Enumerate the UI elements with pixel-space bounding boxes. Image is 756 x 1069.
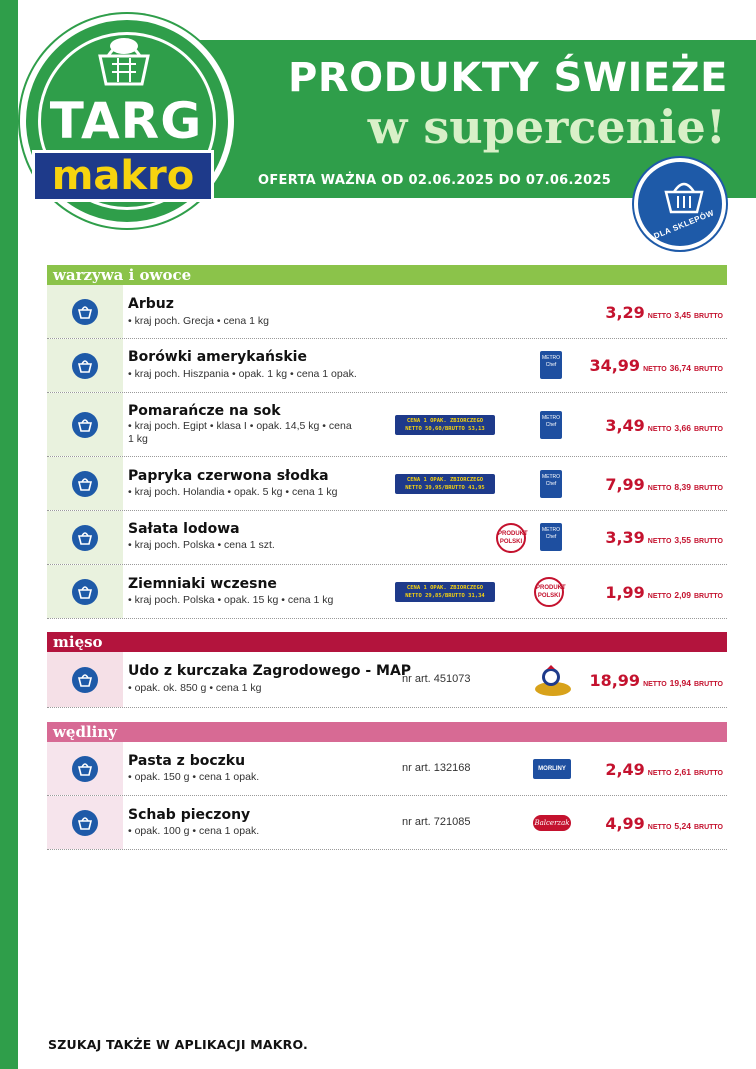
shops-badge: [634, 158, 726, 250]
section-title: mięso: [47, 632, 727, 652]
product-details: • kraj poch. Polska • cena 1 szt.: [128, 539, 275, 551]
product-row: [47, 339, 727, 393]
product-price: 3,39 NETTO 3,55 BRUTTO: [605, 528, 723, 547]
basket-icon: [72, 667, 98, 693]
product-details: • kraj poch. Hiszpania • opak. 1 kg • cena 1 opak.: [128, 368, 357, 380]
bulk-pack-price-badge: CENA 1 OPAK. ZBIORCZEGO NETTO 29,85/BRUTTO 31,34: [395, 582, 495, 602]
basket-icon: [72, 525, 98, 551]
product-price: 4,99 NETTO 5,24 BRUTTO: [605, 814, 723, 833]
section-fruit-vegetables: [47, 265, 727, 619]
product-row: [47, 511, 727, 565]
makro-wordmark-box: [32, 150, 214, 202]
makro-wordmark: makro: [51, 153, 195, 199]
basket-icon: [72, 471, 98, 497]
chicken-brand-logo: [533, 663, 573, 697]
section-cold-cuts: [47, 722, 727, 850]
product-name: Papryka czerwona słodka: [128, 468, 329, 484]
product-price: 1,99 NETTO 2,09 BRUTTO: [605, 583, 723, 602]
product-name: Arbuz: [128, 296, 174, 312]
polish-product-badge: PRODUKT POLSKI: [534, 577, 564, 607]
headline: PRODUKTY ŚWIEŻE: [288, 55, 728, 101]
product-name: Sałata lodowa: [128, 521, 240, 537]
subheadline: w supercenie!: [367, 100, 726, 154]
basket-icon: [94, 34, 154, 88]
basket-icon: [72, 353, 98, 379]
basket-icon: [72, 756, 98, 782]
product-row: [47, 652, 727, 708]
product-details: • kraj poch. Grecja • cena 1 kg: [128, 315, 270, 327]
article-number: nr art. 721085: [402, 816, 471, 828]
section-title: warzywa i owoce: [47, 265, 727, 285]
product-name: Ziemniaki wczesne: [128, 576, 277, 592]
product-details: • opak. ok. 850 g • cena 1 kg: [128, 682, 262, 694]
metro-chef-logo: METRO Chef: [540, 411, 562, 439]
targ-wordmark: TARG: [49, 92, 203, 150]
basket-icon: [72, 412, 98, 438]
balcerzak-brand-logo: Balcerzak: [533, 815, 571, 831]
product-row: [47, 742, 727, 796]
badge-label: DLA SKLEPÓW: [652, 208, 716, 241]
product-name: Udo z kurczaka Zagrodowego - MAP: [128, 663, 412, 679]
metro-chef-logo: METRO Chef: [540, 523, 562, 551]
product-row: [47, 565, 727, 619]
product-row: [47, 285, 727, 339]
product-details: • kraj poch. Polska • opak. 15 kg • cena 1 kg: [128, 594, 334, 606]
product-name: Schab pieczony: [128, 807, 251, 823]
shopping-basket-icon: [662, 178, 706, 216]
bulk-pack-price-badge: CENA 1 OPAK. ZBIORCZEGO NETTO 39,95/BRUTTO 41,95: [395, 474, 495, 494]
bulk-pack-price-badge: CENA 1 OPAK. ZBIORCZEGO NETTO 50,60/BRUTTO 53,13: [395, 415, 495, 435]
product-row: [47, 796, 727, 850]
left-accent-bar: [0, 0, 18, 1069]
section-title: wędliny: [47, 722, 727, 742]
morliny-brand-logo: MORLINY: [533, 759, 571, 779]
basket-icon: [72, 579, 98, 605]
basket-icon: [72, 299, 98, 325]
product-name: Pomarańcze na sok: [128, 403, 281, 419]
product-price: 2,49 NETTO 2,61 BRUTTO: [605, 760, 723, 779]
offer-validity: OFERTA WAŻNA OD 02.06.2025 DO 07.06.2025: [258, 173, 612, 188]
footer-app-note: SZUKAJ TAKŻE W APLIKACJI MAKRO.: [48, 1037, 308, 1052]
section-meat: [47, 632, 727, 708]
product-details: • opak. 150 g • cena 1 opak.: [128, 771, 260, 783]
product-price: 3,49 NETTO 3,66 BRUTTO: [605, 416, 723, 435]
article-number: nr art. 451073: [402, 673, 471, 685]
product-price: 3,29 NETTO 3,45 BRUTTO: [605, 303, 723, 322]
product-price: 34,99 NETTO 36,74 BRUTTO: [589, 356, 723, 375]
product-price: 7,99 NETTO 8,39 BRUTTO: [605, 475, 723, 494]
product-row: [47, 457, 727, 511]
metro-chef-logo: METRO Chef: [540, 470, 562, 498]
polish-product-badge: PRODUKT POLSKI: [496, 523, 526, 553]
product-details: • opak. 100 g • cena 1 opak.: [128, 825, 260, 837]
product-name: Borówki amerykańskie: [128, 349, 307, 365]
metro-chef-logo: METRO Chef: [540, 351, 562, 379]
product-price: 18,99 NETTO 19,94 BRUTTO: [589, 671, 723, 690]
product-name: Pasta z boczku: [128, 753, 246, 769]
product-details: • kraj poch. Holandia • opak. 5 kg • cena 1 kg: [128, 486, 338, 498]
product-details: • kraj poch. Egipt • klasa I • opak. 14,5 kg • cena 1 kg: [128, 420, 352, 445]
product-row: [47, 393, 727, 457]
article-number: nr art. 132168: [402, 762, 471, 774]
basket-icon: [72, 810, 98, 836]
